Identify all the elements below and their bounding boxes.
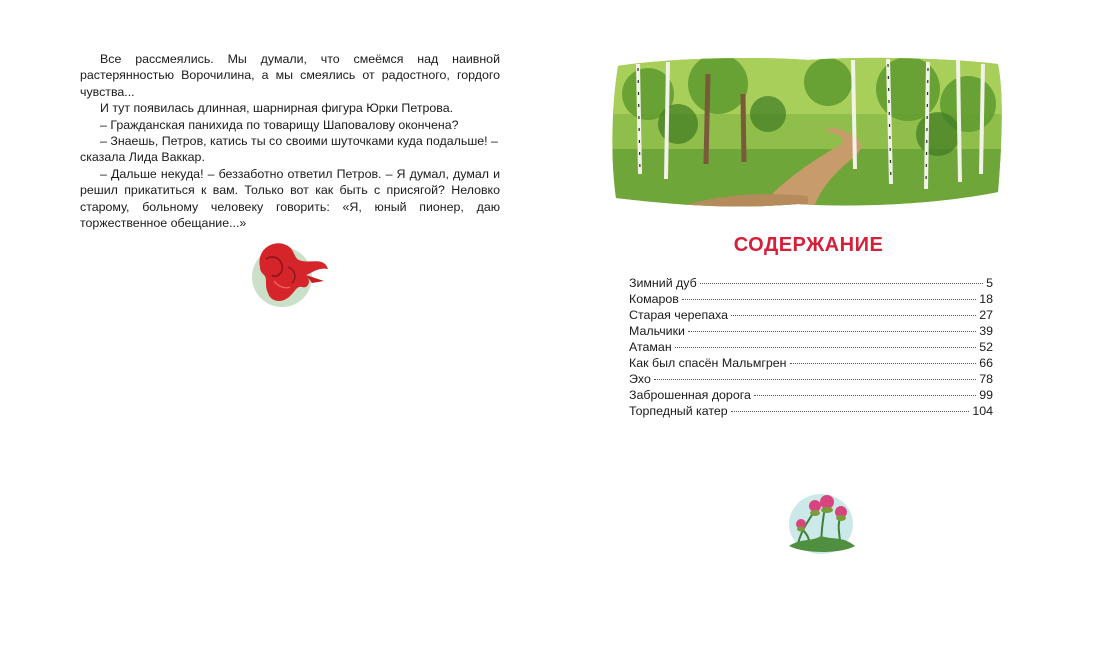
toc-leader-dots [731,315,976,316]
toc-leader-dots [700,283,983,284]
toc-entry-title: Атаман [629,340,672,354]
toc-title: СОДЕРЖАНИЕ [733,234,884,256]
toc-entry-page: 99 [979,388,993,402]
story-paragraph: – Гражданская панихида по товарищу Шаповалову окончена? [100,117,459,132]
toc-entry[interactable] [629,340,993,356]
toc-entry-page: 66 [979,356,993,370]
toc-leader-dots [688,331,976,332]
toc-entry-page: 104 [972,404,993,418]
toc-entry-page: 78 [979,372,993,386]
toc-leader-dots [731,411,970,412]
toc-entry[interactable] [629,404,993,420]
toc-entry[interactable] [629,276,993,292]
toc-entry-title: Зимний дуб [629,276,697,290]
toc-entry-title: Торпедный катер [629,404,728,418]
toc-entry-title: Старая черепаха [629,308,728,322]
thistle-flower-illustration [781,488,861,556]
toc-leader-dots [790,363,977,364]
toc-entry-title: Заброшенная дорога [629,388,751,402]
story-paragraph: сказала Лида Ваккар. [80,150,205,165]
toc-leader-dots [754,395,976,396]
toc-entry-page: 18 [979,292,993,306]
story-paragraph: – Знаешь, Петров, катись ты со своими шуточками куда подальше! – [100,134,498,149]
red-scarf-illustration [246,237,330,311]
toc-entry-page: 27 [979,308,993,322]
toc-leader-dots [675,347,977,348]
story-paragraph: – Дальше некуда! – беззаботно ответил Петров. – Я думал, думал и решил прикатиться к вам. Только вот как быть с присягой? Неловко старому, больному человеку говорить: «Я, юный пионер, даю торжественное обещание...» [80,166,500,231]
table-of-contents [629,276,993,420]
toc-entry-title: Мальчики [629,324,685,338]
toc-entry-title: Эхо [629,372,651,386]
toc-leader-dots [682,299,976,300]
story-paragraph: Все рассмеялись. Мы думали, что смеёмся над наивной растерянностью Ворочилина, а мы смеялись от радостного, гордого чувства... [80,52,500,99]
birch-forest-illustration [608,54,1004,210]
toc-entry-page: 5 [986,276,993,290]
toc-entry-title: Комаров [629,292,679,306]
toc-entry[interactable] [629,324,993,340]
toc-entry[interactable] [629,388,993,404]
story-paragraph: И тут появилась длинная, шарнирная фигура Юрки Петрова. [100,101,454,116]
toc-leader-dots [654,379,976,380]
toc-entry[interactable] [629,372,993,388]
toc-entry-title: Как был спасён Мальмгрен [629,356,787,370]
toc-entry[interactable] [629,292,993,308]
right-page [550,0,1100,663]
toc-entry[interactable] [629,356,993,372]
toc-entry[interactable] [629,308,993,324]
toc-entry-page: 39 [979,324,993,338]
story-text [80,51,500,231]
toc-entry-page: 52 [979,340,993,354]
